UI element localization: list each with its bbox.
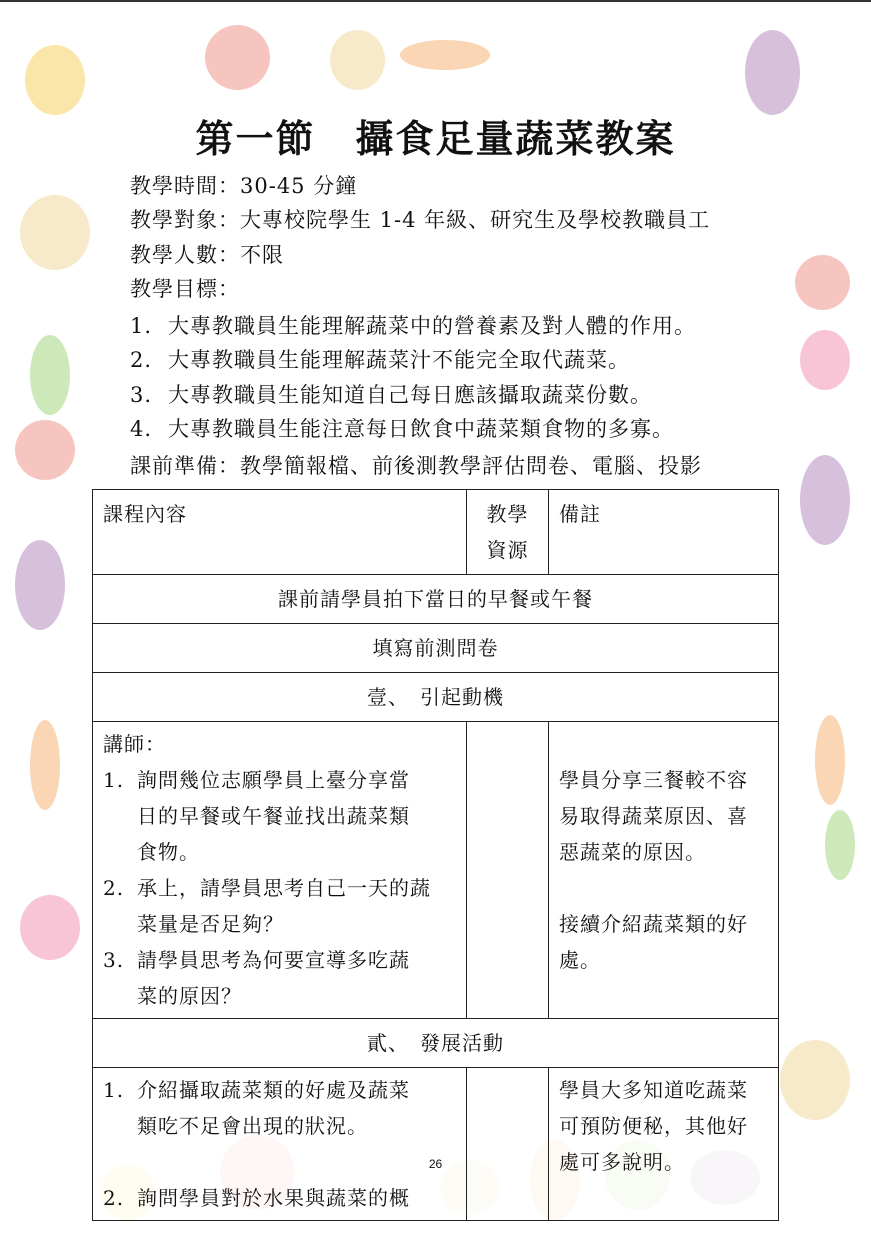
motivation-content (93, 722, 467, 1019)
table-row (93, 722, 779, 1019)
header-resource: 教學 資源 (467, 490, 549, 575)
table-row (93, 1068, 779, 1221)
development-resource (467, 1068, 549, 1221)
header-content: 課程內容 (93, 490, 467, 575)
list-item: 2. 詢問學員對於水果與蔬菜的概 (103, 1186, 410, 1210)
table-row (93, 575, 779, 624)
header-note: 備註 (549, 490, 779, 575)
page-title: 第一節 攝食足量蔬菜教案 (195, 116, 676, 161)
lesson-plan-table (92, 489, 779, 1221)
pepper-icon (30, 335, 70, 415)
list-item: 1. 詢問幾位志願學員上臺分享當 日的早餐或午餐並找出蔬菜類 食物。 (103, 768, 410, 864)
tomato-icon (205, 25, 270, 90)
section-development-heading: 貳、 發展活動 (93, 1019, 779, 1068)
development-note: 學員大多知道吃蔬菜 可預防便秘，其他好 處可多說明。 (549, 1068, 779, 1221)
row-photo-task: 課前請學員拍下當日的早餐或午餐 (93, 575, 779, 624)
carrot-icon (815, 715, 845, 805)
radish-icon (20, 895, 80, 960)
table-row (93, 673, 779, 722)
goal-item: 1. 大專教職員生能理解蔬菜中的營養素及對人體的作用。 (130, 314, 696, 338)
teaching-count: 教學人數：不限 (130, 243, 284, 267)
row-pretest: 填寫前測問卷 (93, 624, 779, 673)
table-row (93, 1019, 779, 1068)
eggplant-icon (15, 540, 65, 630)
onion-icon (780, 1040, 850, 1120)
list-item: 2. 承上，請學員思考自己一天的蔬 菜量是否足夠？ (103, 876, 431, 936)
class-preparation: 課前準備：教學簡報檔、前後測教學評估問卷、電腦、投影 (130, 454, 702, 478)
teaching-time: 教學時間：30-45 分鐘 (130, 174, 358, 198)
goal-item: 4. 大專教職員生能注意每日飲食中蔬菜類食物的多寡。 (130, 417, 674, 441)
eggplant-icon (800, 455, 850, 545)
goal-item: 3. 大專教職員生能知道自己每日應該攝取蔬菜份數。 (130, 383, 652, 407)
teaching-goals-label: 教學目標： (130, 277, 240, 301)
tomato-icon (795, 255, 850, 310)
development-content (93, 1068, 467, 1221)
table-header-row (93, 490, 779, 575)
goal-item: 2. 大專教職員生能理解蔬菜汁不能完全取代蔬菜。 (130, 348, 630, 372)
teaching-audience: 教學對象：大專校院學生 1-4 年級、研究生及學校教職員工 (130, 208, 711, 232)
list-item: 1. 介紹攝取蔬菜類的好處及蔬菜 類吃不足會出現的狀況。 (103, 1078, 410, 1138)
carrot-icon (800, 330, 850, 390)
section-motivation-heading: 壹、 引起動機 (93, 673, 779, 722)
carrot-icon (30, 720, 60, 810)
page-number: 26 (428, 1157, 443, 1171)
eggplant-icon (745, 30, 800, 115)
tomato-icon (15, 420, 75, 480)
motivation-resource (467, 722, 549, 1019)
pepper-icon (825, 810, 855, 880)
onion-icon (330, 30, 385, 90)
table-row (93, 624, 779, 673)
top-rule (0, 0, 871, 2)
motivation-note: 學員分享三餐較不容 易取得蔬菜原因、喜 惡蔬菜的原因。 接續介紹蔬菜類的好 處。 (549, 722, 779, 1019)
onion-icon (20, 195, 90, 270)
carrot-icon (400, 40, 490, 70)
pepper-icon (25, 45, 85, 115)
lecturer-label: 講師： (103, 732, 166, 756)
list-item: 3. 請學員思考為何要宣導多吃蔬 菜的原因？ (103, 948, 410, 1008)
